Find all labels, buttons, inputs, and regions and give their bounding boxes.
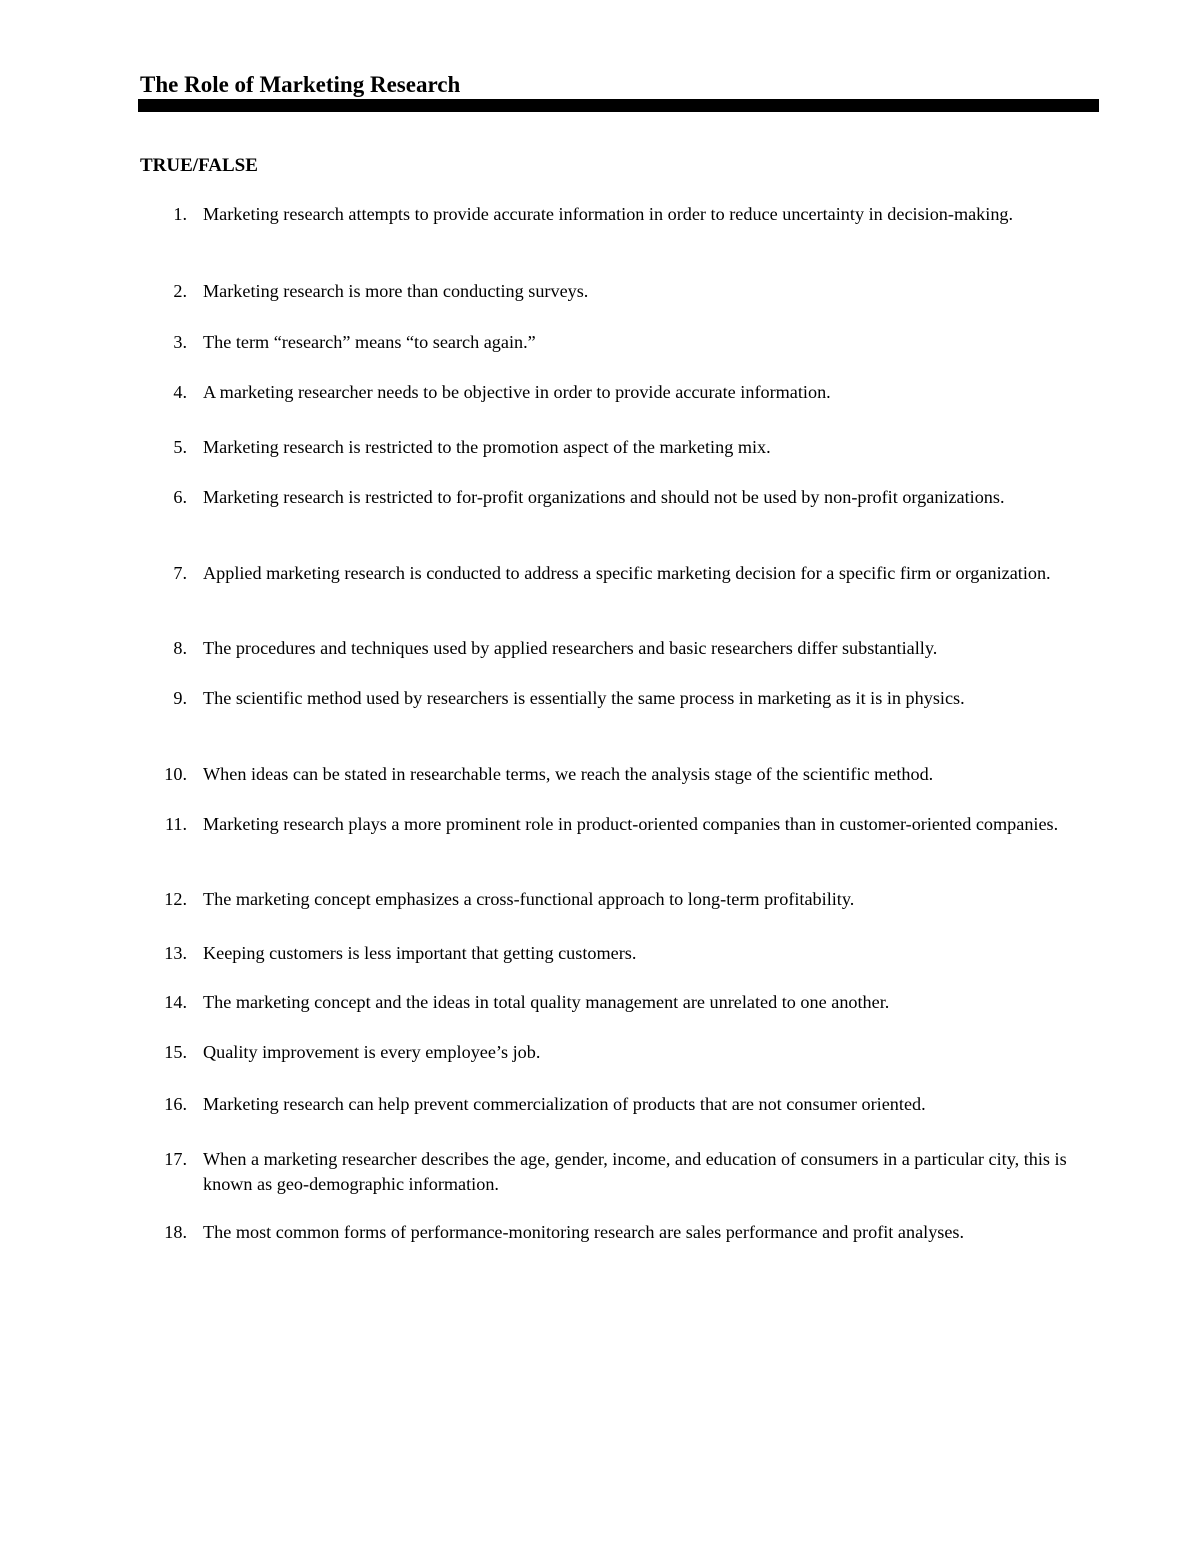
question-number: 18. (164, 1222, 187, 1242)
question-text: When ideas can be stated in researchable terms, we reach the analysis stage of the scientific method. (203, 764, 934, 784)
question-number: 17. (164, 1149, 187, 1169)
question-text: A marketing researcher needs to be objective in order to provide accurate information. (203, 382, 831, 402)
question-number: 8. (173, 638, 187, 658)
question-text: Quality improvement is every employee’s job. (203, 1042, 541, 1062)
question-number: 14. (164, 992, 187, 1012)
page-title: The Role of Marketing Research (140, 72, 461, 97)
question-text: The most common forms of performance-monitoring research are sales performance and profit analyses. (203, 1222, 965, 1242)
question-text: The marketing concept emphasizes a cross-functional approach to long-term profitability. (203, 889, 855, 909)
question-number: 1. (173, 204, 187, 224)
question-text: Marketing research is more than conducting surveys. (203, 281, 589, 301)
section-heading: TRUE/FALSE (140, 155, 258, 176)
question-number: 10. (164, 764, 187, 784)
question-number: 11. (164, 814, 187, 834)
question-text: The procedures and techniques used by applied researchers and basic researchers differ substantially. (203, 638, 938, 658)
question-text: Marketing research can help prevent commercialization of products that are not consumer oriented. (203, 1094, 926, 1114)
title-rule (138, 99, 1099, 112)
question-text: The term “research” means “to search again.” (203, 332, 536, 352)
question-number: 15. (164, 1042, 187, 1062)
question-text: Marketing research attempts to provide accurate information in order to reduce uncertainty in decision-making. (203, 204, 1014, 224)
question-text: The scientific method used by researchers is essentially the same process in marketing as it is in physics. (203, 688, 965, 708)
question-number: 7. (173, 563, 187, 583)
question-number: 6. (173, 487, 187, 507)
question-text: Marketing research plays a more prominent role in product-oriented companies than in customer-oriented companies. (203, 814, 1059, 834)
question-number: 5. (173, 437, 187, 457)
question-text: Keeping customers is less important that getting customers. (203, 943, 637, 963)
question-number: 12. (164, 889, 187, 909)
question-number: 13. (164, 943, 187, 963)
question-text: Marketing research is restricted to for-profit organizations and should not be used by non-profit organizations. (203, 487, 1005, 507)
question-text: Applied marketing research is conducted to address a specific marketing decision for a specific firm or organization. (203, 563, 1051, 583)
question-text: Marketing research is restricted to the promotion aspect of the marketing mix. (203, 437, 771, 457)
question-number: 4. (173, 382, 187, 402)
question-number: 9. (173, 688, 187, 708)
question-number: 3. (173, 332, 187, 352)
question-number: 2. (173, 281, 187, 301)
question-text: When a marketing researcher describes the age, gender, income, and education of consumers in a particular city, this is known as geo-demographic information. (203, 1149, 1067, 1194)
question-number: 16. (164, 1094, 187, 1114)
question-text: The marketing concept and the ideas in total quality management are unrelated to one another. (203, 992, 890, 1012)
